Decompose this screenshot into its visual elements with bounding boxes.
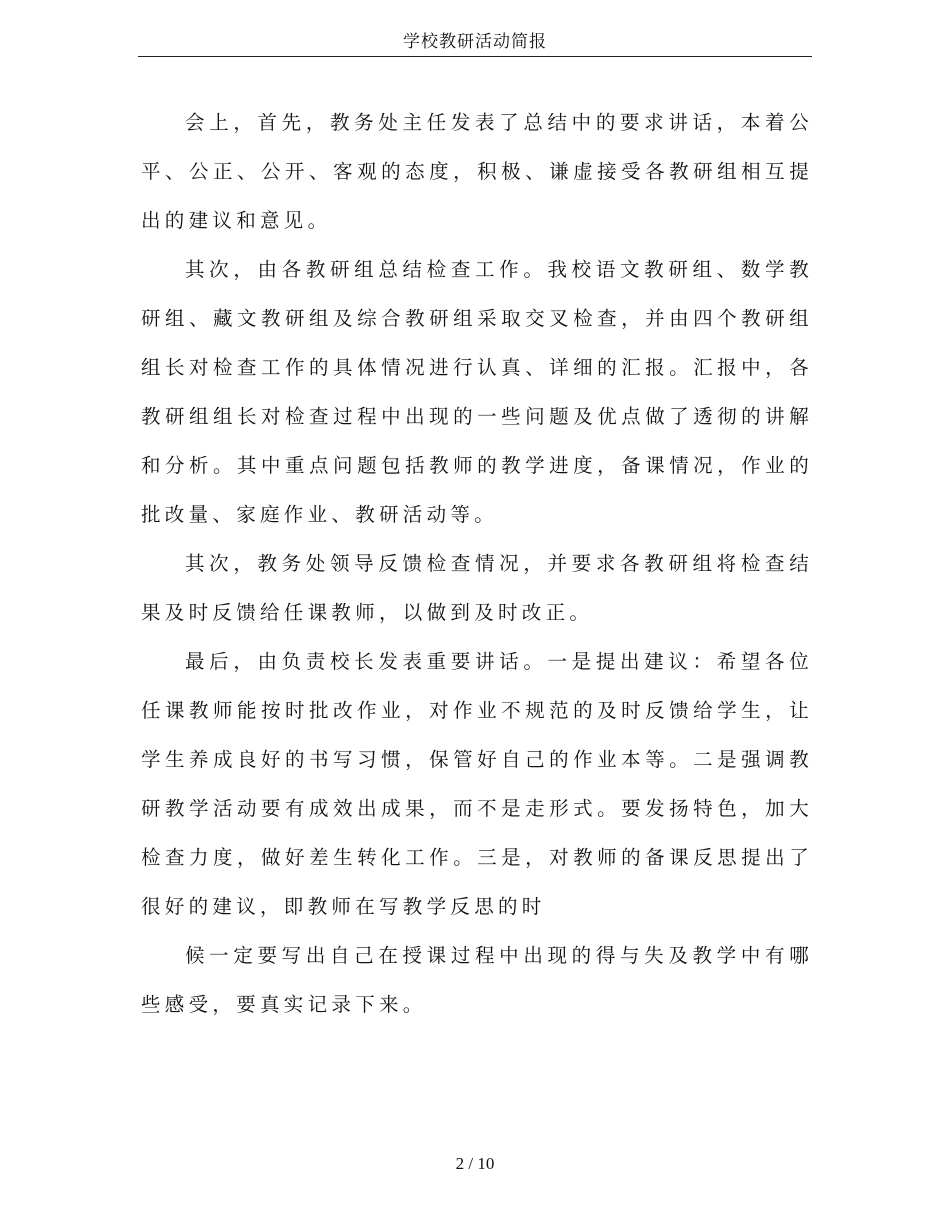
body-paragraph-1: 会上，首先，教务处主任发表了总结中的要求讲话，本着公平、公正、公开、客观的态度，积极、谦虚接受各教研组相互提出的建议和意见。 (141, 111, 813, 232)
header-divider (138, 56, 812, 57)
body-paragraph-4: 最后，由负责校长发表重要讲话。一是提出建议：希望各位任课教师能按时批改作业，对作业不规范的及时反馈给学生，让学生养成良好的书写习惯，保管好自己的作业本等。二是强调教研教学活动要有成效出成果，而不是走形式。要发扬特色，加大检查力度，做好差生转化工作。三是，对教师的备课反思提出了很好的建议，即教师在写教学反思的时 (141, 650, 813, 918)
body-paragraph-3: 其次，教务处领导反馈检查情况，并要求各教研组将检查结果及时反馈给任课教师，以做到及时改正。 (141, 552, 813, 624)
body-paragraph-5: 候一定要写出自己在授课过程中出现的得与失及教学中有哪些感受，要真实记录下来。 (141, 944, 813, 1016)
document-header-title: 学校教研活动简报 (403, 32, 547, 52)
document-body (141, 98, 813, 1029)
body-paragraph-2: 其次，由各教研组总结检查工作。我校语文教研组、数学教研组、藏文教研组及综合教研组采取交叉检查，并由四个教研组组长对检查工作的具体情况进行认真、详细的汇报。汇报中，各教研组组长对检查过程中出现的一些问题及优点做了透彻的讲解和分析。其中重点问题包括教师的教学进度，备课情况，作业的批改量、家庭作业、教研活动等。 (141, 258, 813, 526)
page-number: 2 / 10 (455, 1154, 495, 1173)
